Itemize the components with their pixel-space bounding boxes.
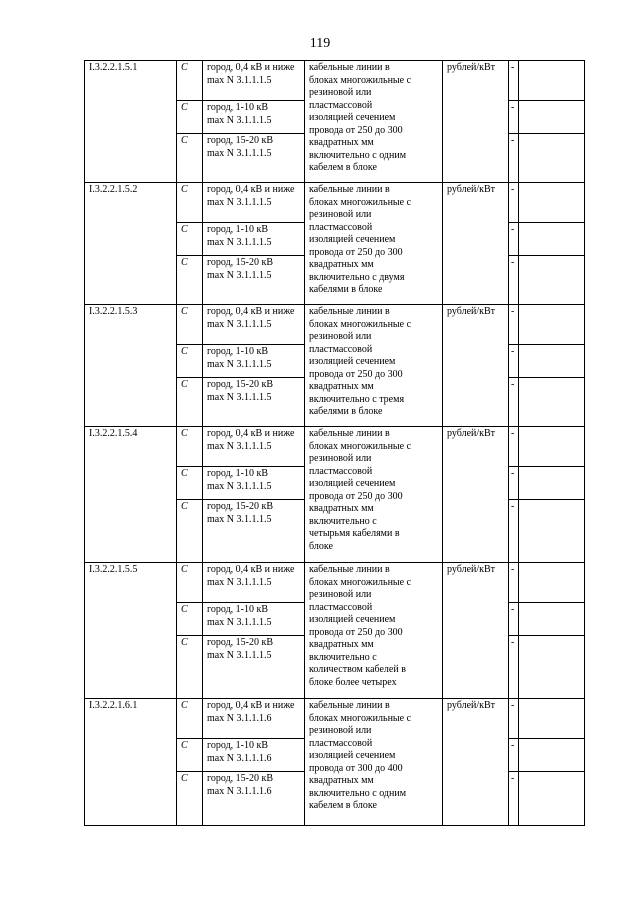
category-letter: C <box>177 467 203 500</box>
network-reference: max N 3.1.1.1.5 <box>207 391 272 403</box>
unit-cell: рублей/кВт <box>443 305 509 427</box>
network-type: город, 0,4 кВ и ниже <box>207 184 295 195</box>
unit-cell: рублей/кВт <box>443 427 509 563</box>
network-type: город, 1-10 кВ <box>207 740 269 751</box>
value-cell: - <box>509 183 519 223</box>
empty-cell <box>519 739 585 772</box>
category-letter: C <box>177 305 203 345</box>
network-reference: max N 3.1.1.1.5 <box>207 440 272 452</box>
category-letter: C <box>177 256 203 305</box>
value-cell: - <box>509 500 519 563</box>
network-reference: max N 3.1.1.1.5 <box>207 147 272 159</box>
value-cell: - <box>509 563 519 603</box>
category-letter: C <box>177 223 203 256</box>
network-reference: max N 3.1.1.1.5 <box>207 358 272 370</box>
category-letter: C <box>177 378 203 427</box>
network-reference: max N 3.1.1.1.5 <box>207 196 272 208</box>
empty-cell <box>519 134 585 183</box>
empty-cell <box>519 563 585 603</box>
unit-cell: рублей/кВт <box>443 183 509 305</box>
network-cell <box>203 256 305 305</box>
network-reference: max N 3.1.1.1.5 <box>207 480 272 492</box>
network-reference: max N 3.1.1.1.5 <box>207 114 272 126</box>
cable-description: кабельные линии в блоках многожильные с резиновой или пластмассовой изоляцией сечением провода от 250 до 300 квадратных мм включительно с тремя кабелями в блоке <box>305 305 443 427</box>
network-cell <box>203 699 305 739</box>
network-reference: max N 3.1.1.1.5 <box>207 318 272 330</box>
table-row <box>85 183 585 223</box>
network-type: город, 15-20 кВ <box>207 773 274 784</box>
network-reference: max N 3.1.1.1.6 <box>207 785 272 797</box>
category-letter: C <box>177 636 203 699</box>
table-row <box>85 699 585 739</box>
network-reference: max N 3.1.1.1.5 <box>207 269 272 281</box>
unit-cell: рублей/кВт <box>443 563 509 699</box>
network-type: город, 0,4 кВ и ниже <box>207 700 295 711</box>
cable-description: кабельные линии в блоках многожильные с резиновой или пластмассовой изоляцией сечением провода от 300 до 400 квадратных мм включительно с одним кабелем в блоке <box>305 699 443 826</box>
value-cell: - <box>509 772 519 826</box>
table-row <box>85 563 585 603</box>
unit-cell: рублей/кВт <box>443 61 509 183</box>
category-letter: C <box>177 739 203 772</box>
network-type: город, 1-10 кВ <box>207 468 269 479</box>
network-cell <box>203 636 305 699</box>
empty-cell <box>519 427 585 467</box>
network-cell <box>203 223 305 256</box>
network-cell <box>203 563 305 603</box>
cable-description: кабельные линии в блоках многожильные с резиновой или пластмассовой изоляцией сечением провода от 250 до 300 квадратных мм включительно с количеством кабелей в блоке более четырех <box>305 563 443 699</box>
page-number: 119 <box>309 36 331 51</box>
network-cell <box>203 500 305 563</box>
empty-cell <box>519 305 585 345</box>
network-reference: max N 3.1.1.1.5 <box>207 616 272 628</box>
category-letter: C <box>177 61 203 101</box>
table-row <box>85 61 585 101</box>
network-cell <box>203 183 305 223</box>
category-letter: C <box>177 183 203 223</box>
network-reference: max N 3.1.1.1.6 <box>207 752 272 764</box>
network-reference: max N 3.1.1.1.5 <box>207 649 272 661</box>
category-letter: C <box>177 427 203 467</box>
item-code: I.3.2.2.1.5.1 <box>85 61 177 183</box>
network-type: город, 0,4 кВ и ниже <box>207 306 295 317</box>
value-cell: - <box>509 345 519 378</box>
network-cell <box>203 101 305 134</box>
value-cell: - <box>509 427 519 467</box>
empty-cell <box>519 101 585 134</box>
network-type: город, 0,4 кВ и ниже <box>207 564 295 575</box>
value-cell: - <box>509 101 519 134</box>
network-type: город, 1-10 кВ <box>207 346 269 357</box>
empty-cell <box>519 636 585 699</box>
category-letter: C <box>177 603 203 636</box>
unit-cell: рублей/кВт <box>443 699 509 826</box>
value-cell: - <box>509 61 519 101</box>
table-row <box>85 427 585 467</box>
network-cell <box>203 772 305 826</box>
table-row <box>85 305 585 345</box>
category-letter: C <box>177 699 203 739</box>
network-type: город, 0,4 кВ и ниже <box>207 428 295 439</box>
empty-cell <box>519 500 585 563</box>
empty-cell <box>519 772 585 826</box>
network-reference: max N 3.1.1.1.5 <box>207 236 272 248</box>
network-cell <box>203 427 305 467</box>
cable-description: кабельные линии в блоках многожильные с резиновой или пластмассовой изоляцией сечением провода от 250 до 300 квадратных мм включительно с двумя кабелями в блоке <box>305 183 443 305</box>
empty-cell <box>519 223 585 256</box>
value-cell: - <box>509 467 519 500</box>
item-code: I.3.2.2.1.5.2 <box>85 183 177 305</box>
item-code: I.3.2.2.1.6.1 <box>85 699 177 826</box>
network-reference: max N 3.1.1.1.5 <box>207 74 272 86</box>
network-cell <box>203 739 305 772</box>
network-cell <box>203 603 305 636</box>
value-cell: - <box>509 378 519 427</box>
item-code: I.3.2.2.1.5.5 <box>85 563 177 699</box>
network-type: город, 15-20 кВ <box>207 501 274 512</box>
network-type: город, 0,4 кВ и ниже <box>207 62 295 73</box>
network-cell <box>203 61 305 101</box>
tariff-table-body <box>85 61 585 826</box>
network-type: город, 15-20 кВ <box>207 257 274 268</box>
category-letter: C <box>177 345 203 378</box>
network-type: город, 1-10 кВ <box>207 102 269 113</box>
value-cell: - <box>509 699 519 739</box>
network-type: город, 1-10 кВ <box>207 604 269 615</box>
network-type: город, 15-20 кВ <box>207 135 274 146</box>
network-cell <box>203 345 305 378</box>
empty-cell <box>519 61 585 101</box>
empty-cell <box>519 345 585 378</box>
value-cell: - <box>509 134 519 183</box>
empty-cell <box>519 256 585 305</box>
empty-cell <box>519 183 585 223</box>
network-type: город, 15-20 кВ <box>207 379 274 390</box>
category-letter: C <box>177 101 203 134</box>
cable-description: кабельные линии в блоках многожильные с резиновой или пластмассовой изоляцией сечением провода от 250 до 300 квадратных мм включительно с одним кабелем в блоке <box>305 61 443 183</box>
network-reference: max N 3.1.1.1.6 <box>207 712 272 724</box>
item-code: I.3.2.2.1.5.4 <box>85 427 177 563</box>
value-cell: - <box>509 256 519 305</box>
value-cell: - <box>509 636 519 699</box>
category-letter: C <box>177 134 203 183</box>
value-cell: - <box>509 739 519 772</box>
network-cell <box>203 467 305 500</box>
network-cell <box>203 378 305 427</box>
empty-cell <box>519 467 585 500</box>
network-cell <box>203 305 305 345</box>
empty-cell <box>519 378 585 427</box>
value-cell: - <box>509 305 519 345</box>
cable-description: кабельные линии в блоках многожильные с резиновой или пластмассовой изоляцией сечением провода от 250 до 300 квадратных мм включительно с четырьмя кабелями в блоке <box>305 427 443 563</box>
network-type: город, 15-20 кВ <box>207 637 274 648</box>
tariff-table <box>84 60 585 826</box>
network-cell <box>203 134 305 183</box>
category-letter: C <box>177 772 203 826</box>
value-cell: - <box>509 223 519 256</box>
empty-cell <box>519 603 585 636</box>
value-cell: - <box>509 603 519 636</box>
network-reference: max N 3.1.1.1.5 <box>207 576 272 588</box>
category-letter: C <box>177 563 203 603</box>
category-letter: C <box>177 500 203 563</box>
empty-cell <box>519 699 585 739</box>
network-type: город, 1-10 кВ <box>207 224 269 235</box>
network-reference: max N 3.1.1.1.5 <box>207 513 272 525</box>
item-code: I.3.2.2.1.5.3 <box>85 305 177 427</box>
